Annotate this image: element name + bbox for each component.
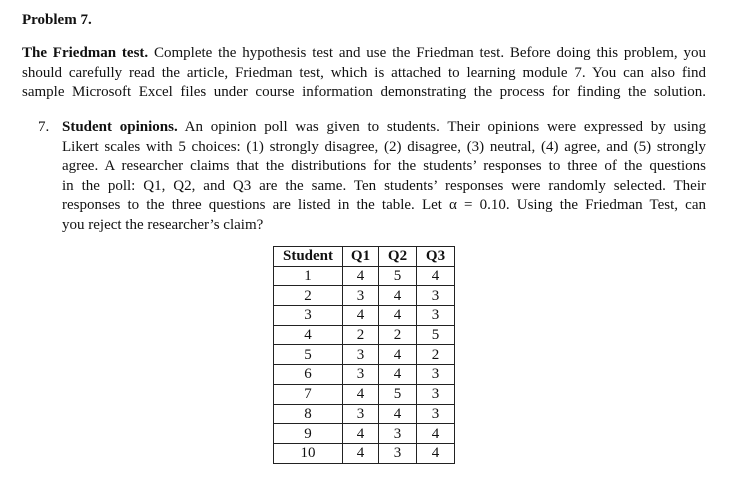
table-row (274, 325, 455, 345)
table-cell: 5 (417, 325, 455, 345)
intro-text: Complete the hypothesis test and use the Friedman test. Before doing this problem, you (148, 45, 706, 61)
table-cell: 3 (343, 365, 379, 385)
table-cell: 9 (274, 424, 343, 444)
item-number: 7. (38, 119, 50, 135)
table-row (274, 424, 455, 444)
table-cell: 3 (343, 345, 379, 365)
problem-title: Problem 7. (22, 12, 92, 28)
table-cell: 4 (417, 424, 455, 444)
intro-line: sample Microsoft Excel files under course information demonstrating the process for finding the solution. (22, 84, 706, 100)
table-cell: 5 (274, 345, 343, 365)
table-cell: 4 (343, 424, 379, 444)
column-header: Q1 (343, 247, 379, 267)
table-cell: 3 (343, 404, 379, 424)
table-cell: 5 (379, 384, 417, 404)
table-cell: 4 (417, 443, 455, 463)
table-cell: 4 (379, 286, 417, 306)
table-cell: 10 (274, 443, 343, 463)
problem-text-start: An opinion poll was given to students. Their opinions were expressed by using (177, 119, 706, 135)
problem-line: you reject the researcher’s claim? (62, 216, 264, 233)
intro-line (22, 44, 706, 64)
table-cell: 2 (379, 325, 417, 345)
table-cell: 3 (417, 286, 455, 306)
intro-line: should carefully read the article, Friedman test, which is attached to learning module 7. You can also find (22, 64, 706, 81)
table-cell: 5 (379, 266, 417, 286)
column-header: Q2 (379, 247, 417, 267)
table-cell: 3 (379, 424, 417, 444)
table-row (274, 286, 455, 306)
table-row (274, 404, 455, 424)
table-row (274, 365, 455, 385)
table-cell: 4 (343, 443, 379, 463)
table-cell: 2 (274, 286, 343, 306)
problem-line: in the poll: Q1, Q2, and Q3 are the same. Ten students’ responses were randomly selected. Their (62, 177, 706, 194)
table-cell: 3 (274, 306, 343, 326)
problem-line: agree. A researcher claims that the distributions for the students’ responses to three of the questions (62, 158, 706, 174)
table-row (274, 266, 455, 286)
table-cell: 2 (343, 325, 379, 345)
problem-line (62, 118, 706, 138)
table-cell: 6 (274, 365, 343, 385)
table-cell: 2 (417, 345, 455, 365)
table-cell: 4 (379, 306, 417, 326)
table-cell: 4 (379, 345, 417, 365)
table-cell: 4 (343, 306, 379, 326)
table-cell: 4 (379, 404, 417, 424)
table-cell: 1 (274, 266, 343, 286)
column-header: Student (274, 247, 343, 267)
table-cell: 4 (343, 266, 379, 286)
table-cell: 3 (417, 404, 455, 424)
problem-line: Likert scales with 5 choices: (1) strongly disagree, (2) disagree, (3) neutral, (4) agree, and (5) strongly (62, 138, 706, 155)
table-cell: 3 (417, 306, 455, 326)
table-cell: 4 (274, 325, 343, 345)
table-cell: 3 (417, 365, 455, 385)
problem-line: responses to the three questions are listed in the table. Let α = 0.10. Using the Friedman Test, can (62, 197, 706, 213)
column-header: Q3 (417, 247, 455, 267)
problem-heading: Student opinions. (62, 119, 178, 135)
table-row (274, 345, 455, 365)
table-cell: 4 (343, 384, 379, 404)
problem-text (62, 118, 706, 235)
intro-heading: The Friedman test. (22, 45, 149, 61)
table-cell: 8 (274, 404, 343, 424)
table-cell: 3 (417, 384, 455, 404)
table-cell: 4 (379, 365, 417, 385)
table-cell: 7 (274, 384, 343, 404)
intro-paragraph (22, 44, 706, 103)
table-row (274, 306, 455, 326)
responses-table (273, 246, 455, 464)
table-cell: 3 (379, 443, 417, 463)
table-row (274, 443, 455, 463)
table-row (274, 384, 455, 404)
table-cell: 4 (417, 266, 455, 286)
table-cell: 3 (343, 286, 379, 306)
